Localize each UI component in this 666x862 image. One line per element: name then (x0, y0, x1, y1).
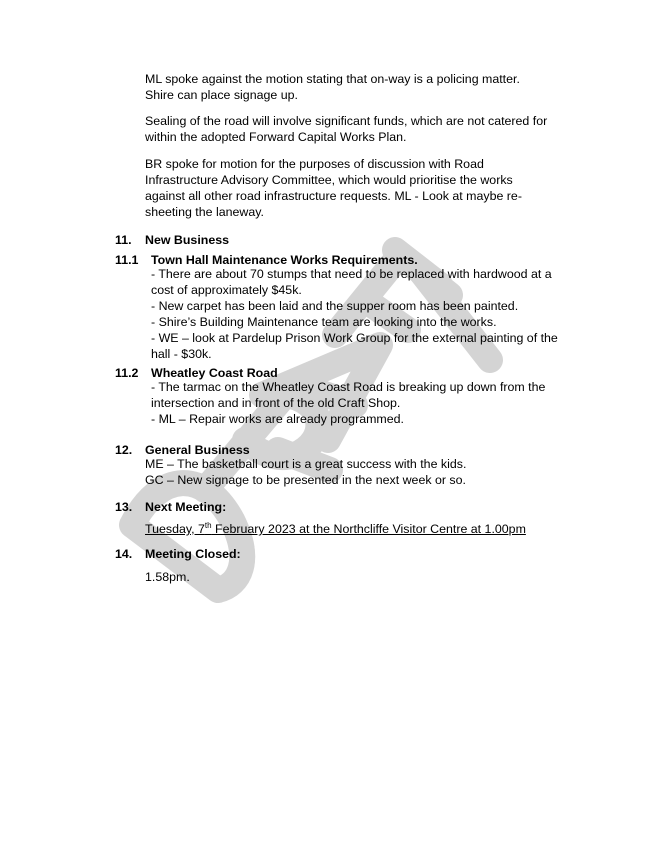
text-line: hall - $30k. (151, 347, 212, 361)
item-heading-town-hall: Town Hall Maintenance Works Requirements. (151, 253, 418, 267)
section-number-14: 14. (115, 547, 133, 561)
town-hall-notes (151, 266, 561, 362)
text-line: sheeting the laneway. (145, 205, 264, 219)
text-line: Shire can place signage up. (145, 88, 298, 102)
item-heading-wheatley-coast-road: Wheatley Coast Road (151, 366, 278, 380)
section-heading-new-business: New Business (145, 233, 230, 247)
text-line: intersection and in front of the old Craft Shop. (151, 396, 401, 410)
text-line: cost of approximately $45k. (151, 283, 302, 297)
text-line: GC – New signage to be presented in the next week or so. (145, 473, 466, 487)
text-line: within the adopted Forward Capital Works Plan. (145, 130, 407, 144)
text-line: ME – The basketball court is a great success with the kids. (145, 457, 467, 471)
text-line: BR spoke for motion for the purposes of discussion with Road (145, 157, 484, 171)
section-number-11: 11. (115, 233, 132, 247)
text-line: - Shire’s Building Maintenance team are looking into the works. (151, 315, 497, 329)
intro-paragraph-3 (145, 156, 560, 220)
meeting-date-prefix: Tuesday, 7 (145, 522, 205, 536)
meeting-date-suffix: February 2023 at the Northcliffe Visitor Centre at 1.00pm (211, 522, 526, 536)
text-line: - There are about 70 stumps that need to be replaced with hardwood at a (151, 267, 552, 281)
item-number-11-1: 11.1 (115, 253, 139, 267)
item-number-11-2: 11.2 (115, 366, 139, 380)
text-line: Infrastructure Advisory Committee, which would prioritise the works (145, 173, 513, 187)
text-line: - ML – Repair works are already programmed. (151, 412, 404, 426)
general-business-notes (145, 456, 560, 488)
text-line: - The tarmac on the Wheatley Coast Road is breaking up down from the (151, 380, 546, 394)
section-heading-general-business: General Business (145, 443, 250, 457)
text-line: ML spoke against the motion stating that on-way is a policing matter. (145, 72, 520, 86)
intro-paragraph-2 (145, 113, 560, 145)
text-line: - WE – look at Pardelup Prison Work Group for the external painting of the (151, 331, 558, 345)
text-line: Sealing of the road will involve significant funds, which are not catered for (145, 114, 548, 128)
section-number-12: 12. (115, 443, 133, 457)
section-heading-meeting-closed: Meeting Closed: (145, 547, 241, 561)
text-line: against all other road infrastructure requests. ML - Look at maybe re- (145, 189, 522, 203)
next-meeting-details (145, 521, 560, 537)
meeting-date-ordinal: th (204, 520, 212, 530)
wheatley-coast-road-notes (151, 379, 561, 427)
section-number-13: 13. (115, 500, 133, 514)
section-heading-next-meeting: Next Meeting: (145, 500, 227, 514)
intro-paragraph-1 (145, 71, 560, 103)
meeting-closed-time: 1.58pm. (145, 570, 190, 584)
text-line: - New carpet has been laid and the supper room has been painted. (151, 299, 519, 313)
